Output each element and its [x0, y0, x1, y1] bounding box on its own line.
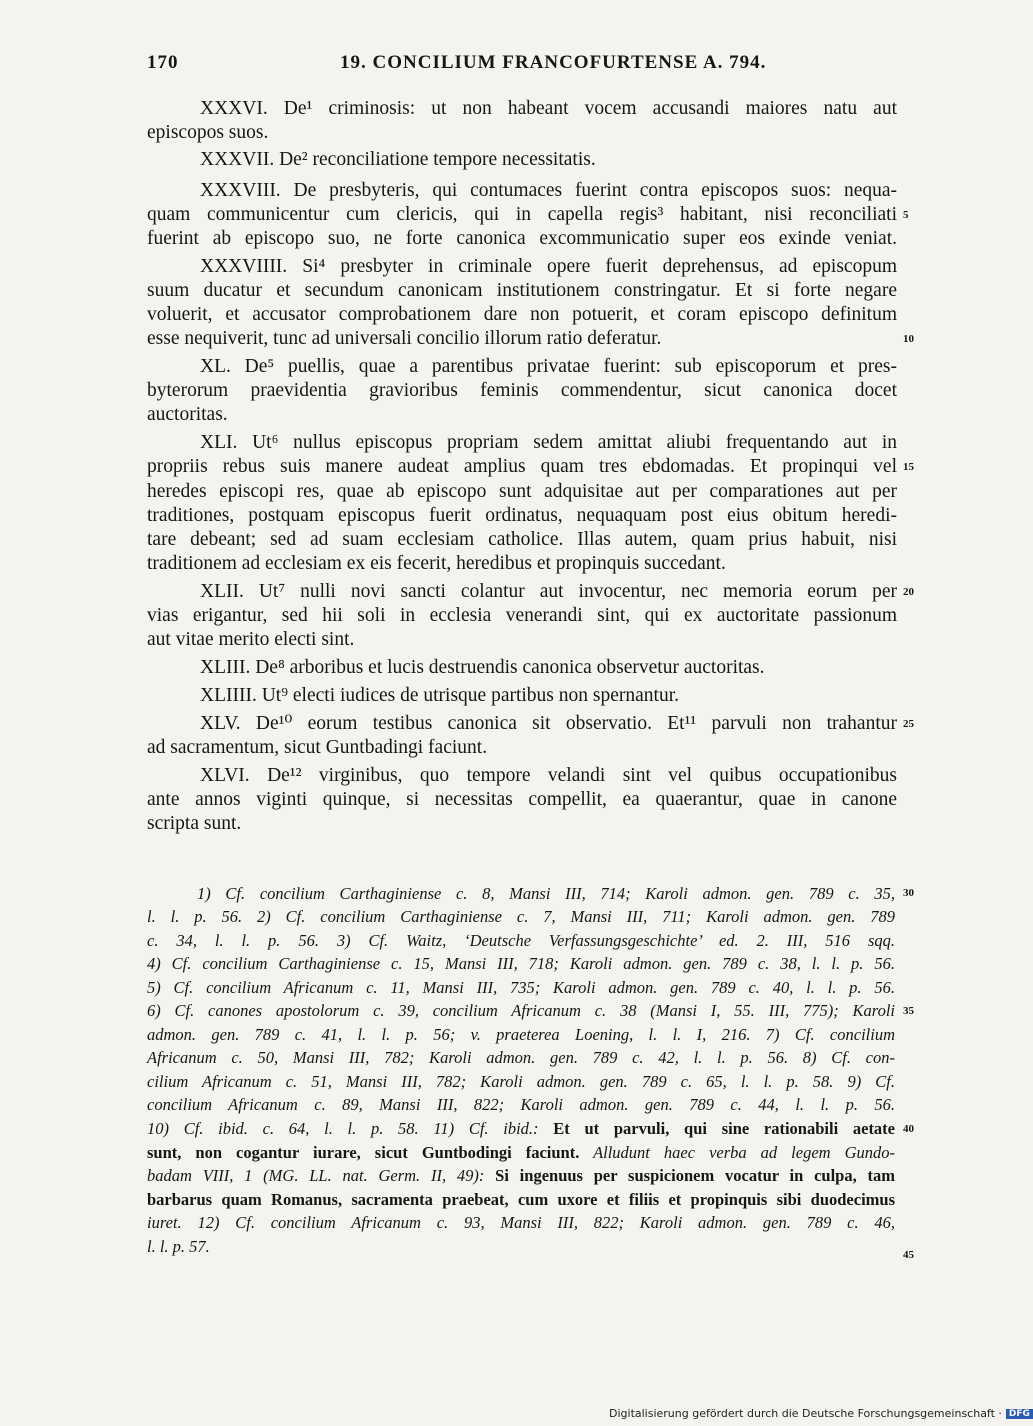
- text-line: tare debeant; sed ad suam ecclesiam catholice. Illas autem, quam prius habuit, nisi: [147, 529, 897, 550]
- text-line: vias erigantur, sed hii soli in ecclesia venerandi sint, qui ex auctoritate passionum: [147, 605, 897, 626]
- line-number: 25: [903, 718, 914, 730]
- text-line: heredes episcopi res, quae ab episcopo sunt adquisitae aut per comparationes aut per: [147, 481, 897, 502]
- text-line: XLI. Ut⁶ nullus episcopus propriam sedem amittat aliubi frequentando aut in: [200, 432, 897, 453]
- line-number: 40: [903, 1123, 914, 1135]
- footnote-italic-part: Alludunt haec verba ad legem Gundo-: [593, 1143, 895, 1162]
- text-line: XLII. Ut⁷ nulli novi sancti colantur aut invocentur, nec memoria eorum per: [200, 581, 897, 602]
- text-line: XLIII. De⁸ arboribus et lucis destruendis canonica observetur auctoritas.: [200, 657, 765, 678]
- text-line: XLIIII. Ut⁹ electi iudices de utrisque partibus non spernantur.: [200, 685, 679, 706]
- footnote-roman-part: sunt, non cogantur iurare, sicut Guntbodingi faciunt.: [147, 1143, 580, 1162]
- dfg-logo: DFG: [1006, 1409, 1033, 1419]
- text-line: ad sacramentum, sicut Guntbadingi faciunt.: [147, 737, 488, 758]
- footnote-line: [147, 1141, 895, 1164]
- credit-text: Digitalisierung gefördert durch die Deutsche Forschungsgemeinschaft ·: [609, 1407, 1002, 1420]
- text-line: propriis rebus suis manere audeat amplius quam tres ebdomadas. Et propinqui vel: [147, 456, 897, 477]
- page-number: 170: [147, 52, 179, 73]
- text-line: traditionem ad ecclesiam ex eis fecerit, heredibus et propinquis succedant.: [147, 553, 726, 574]
- text-line: esse nequiverit, tunc ad universali concilio illorum ratio deferatur.: [147, 328, 662, 349]
- footnote-line: 6) Cf. canones apostolorum c. 39, concilium Africanum c. 38 (Mansi I, 55. III, 775); Karoli: [147, 1001, 895, 1020]
- text-line: XXXVI. De¹ criminosis: ut non habeant vocem accusandi maiores natu aut: [200, 98, 897, 119]
- line-number: 30: [903, 887, 914, 899]
- footnote-line: c. 34, l. l. p. 56. 3) Cf. Waitz, ‘Deutsche Verfassungsgeschichte’ ed. 2. III, 516 sqq.: [147, 931, 895, 950]
- footnote-line: barbarus quam Romanus, sacramenta praebeat, cum uxore et filiis et propinquis sibi duodecimus: [147, 1190, 895, 1209]
- text-line: episcopos suos.: [147, 122, 269, 143]
- footnote-line: 5) Cf. concilium Africanum c. 11, Mansi III, 735; Karoli admon. gen. 789 c. 40, l. l. p. 56.: [147, 978, 895, 997]
- text-line: XLV. De¹⁰ eorum testibus canonica sit observatio. Et¹¹ parvuli non trahantur: [200, 713, 897, 734]
- line-number: 10: [903, 333, 914, 345]
- text-line: voluerit, et accusator comprobationem dare non potuerit, et coram episcopo definitum: [147, 304, 897, 325]
- text-line: suum ducatur et secundum canonicam institutionem constringatur. Et si forte negare: [147, 280, 897, 301]
- line-number: 5: [903, 209, 909, 221]
- text-line: XXXVIIII. Si⁴ presbyter in criminale opere fuerit deprehensus, ad episcopum: [200, 256, 897, 277]
- footnote-italic-part: badam VIII, 1 (MG. LL. nat. Germ. II, 49):: [147, 1166, 485, 1185]
- footnote-line: [147, 1164, 895, 1187]
- text-line: XXXVII. De² reconciliatione tempore necessitatis.: [200, 149, 596, 170]
- footnote-italic-part: 10) Cf. ibid. c. 64, l. l. p. 58. 11) Cf. ibid.:: [147, 1119, 539, 1138]
- footnote-roman-part: Et ut parvuli, qui sine rationabili aetate: [553, 1119, 896, 1138]
- line-number: 45: [903, 1249, 914, 1261]
- text-line: quam communicentur cum clericis, qui in capella regis³ habitant, nisi reconciliati: [147, 204, 897, 225]
- text-line: XL. De⁵ puellis, quae a parentibus privatae fuerint: sub episcoporum et pres-: [200, 356, 897, 377]
- line-number: 15: [903, 461, 914, 473]
- footnote-line: l. l. p. 57.: [147, 1237, 210, 1256]
- text-line: ante annos viginti quinque, si necessitas compellit, ea quaerantur, quae in canone: [147, 789, 897, 810]
- text-line: XLVI. De¹² virginibus, quo tempore velandi sint vel quibus occupationibus: [200, 765, 897, 786]
- digitization-credit: [609, 1407, 1033, 1420]
- text-line: XXXVIII. De presbyteris, qui contumaces fuerint contra episcopos suos: nequa-: [200, 180, 897, 201]
- line-number: 35: [903, 1005, 914, 1017]
- footnote-line: iuret. 12) Cf. concilium Africanum c. 93, Mansi III, 822; Karoli admon. gen. 789 c. 46,: [147, 1213, 895, 1232]
- line-number: 20: [903, 586, 914, 598]
- text-line: scripta sunt.: [147, 813, 242, 834]
- running-title: 19. CONCILIUM FRANCOFURTENSE A. 794.: [340, 52, 767, 73]
- footnote-line: l. l. p. 56. 2) Cf. concilium Carthaginiense c. 7, Mansi III, 711; Karoli admon. gen. 789: [147, 907, 895, 926]
- footnote-line: concilium Africanum c. 89, Mansi III, 822; Karoli admon. gen. 789 c. 44, l. l. p. 56.: [147, 1095, 895, 1114]
- footnote-roman-part: Si ingenuus per suspicionem vocatur in culpa, tam: [495, 1166, 895, 1185]
- footnote-line: admon. gen. 789 c. 41, l. l. p. 56; v. praeterea Loening, l. l. I, 216. 7) Cf. concilium: [147, 1025, 895, 1044]
- footnote-line: 4) Cf. concilium Carthaginiense c. 15, Mansi III, 718; Karoli admon. gen. 789 c. 38, l. l. p. 56.: [147, 954, 895, 973]
- footnote-line: Africanum c. 50, Mansi III, 782; Karoli admon. gen. 789 c. 42, l. l. p. 56. 8) Cf. con-: [147, 1048, 895, 1067]
- text-line: traditiones, postquam episcopus fuerit ordinatus, nequaquam post eius obitum heredi-: [147, 505, 897, 526]
- text-line: fuerint ab episcopo suo, ne forte canonica excommunicatio super eos exinde veniat.: [147, 228, 897, 249]
- footnote-line: 1) Cf. concilium Carthaginiense c. 8, Mansi III, 714; Karoli admon. gen. 789 c. 35,: [197, 884, 895, 903]
- footnote-line: cilium Africanum c. 51, Mansi III, 782; Karoli admon. gen. 789 c. 65, l. l. p. 58. 9) Cf.: [147, 1072, 895, 1091]
- text-line: byterorum praevidentia gravioribus feminis commendentur, sicut canonica docet: [147, 380, 897, 401]
- footnote-line: [147, 1117, 895, 1140]
- text-line: auctoritas.: [147, 404, 228, 425]
- text-line: aut vitae merito electi sint.: [147, 629, 355, 650]
